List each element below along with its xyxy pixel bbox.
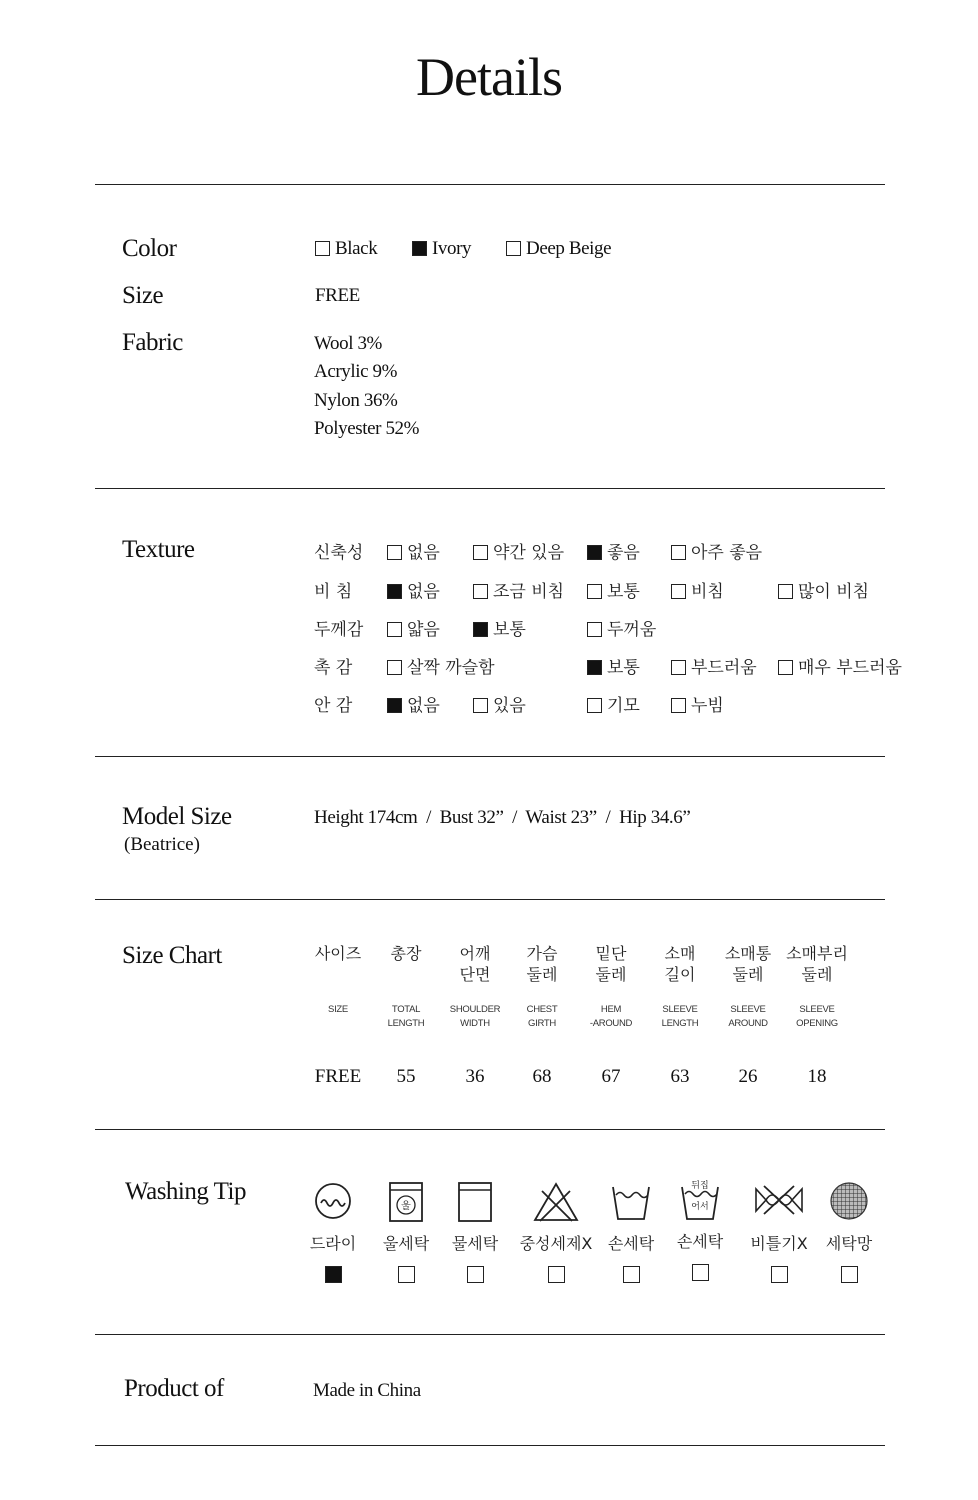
washing-item xyxy=(739,1181,819,1283)
size-label: Size xyxy=(122,282,164,309)
divider xyxy=(95,1334,885,1335)
no-wring-icon xyxy=(739,1181,819,1225)
dry-clean-icon xyxy=(293,1181,373,1225)
texture-option-label: 없음 xyxy=(407,543,440,563)
washing-label: 드라이 xyxy=(309,1234,357,1253)
texture-row-label: 비 침 xyxy=(314,582,353,602)
divider xyxy=(95,1445,885,1446)
size-chart-subheader: SHOULDER WIDTH xyxy=(449,1004,501,1029)
size-chart-header: 총장 xyxy=(390,944,422,963)
checkbox[interactable] xyxy=(548,1266,565,1283)
hand-wash-inside-out-icon xyxy=(660,1179,740,1223)
texture-row-label: 안 감 xyxy=(314,696,353,716)
page-title: Details xyxy=(416,47,562,107)
checkbox[interactable] xyxy=(387,698,402,713)
divider xyxy=(95,1129,885,1130)
checkbox[interactable] xyxy=(387,622,402,637)
texture-option-label: 누빔 xyxy=(691,696,724,716)
texture-row-label: 두께감 xyxy=(314,620,364,640)
texture-option[interactable] xyxy=(387,691,440,716)
size-chart-subheader: CHEST GIRTH xyxy=(526,1004,558,1029)
model-size-label: Model Size xyxy=(122,803,232,830)
size-chart-value: 63 xyxy=(670,1066,690,1087)
texture-option-label: 많이 비침 xyxy=(798,582,870,602)
checkbox[interactable] xyxy=(778,660,793,675)
checkbox[interactable] xyxy=(692,1264,709,1281)
checkbox[interactable] xyxy=(671,698,686,713)
texture-option-label: 살짝 까슬함 xyxy=(407,658,495,678)
texture-option[interactable] xyxy=(587,538,640,563)
washing-item xyxy=(591,1181,671,1283)
size-chart-value: 18 xyxy=(807,1066,827,1087)
texture-option-label: 조금 비침 xyxy=(493,582,565,602)
checkbox[interactable] xyxy=(473,698,488,713)
wool-wash-icon xyxy=(366,1181,446,1225)
checkbox[interactable] xyxy=(587,622,602,637)
size-chart-value: 36 xyxy=(465,1066,485,1087)
texture-option-label: 좋음 xyxy=(607,543,640,563)
divider xyxy=(95,184,885,185)
texture-option-label: 없음 xyxy=(407,696,440,716)
size-chart-value: 55 xyxy=(396,1066,416,1087)
texture-option-label: 기모 xyxy=(607,696,640,716)
no-neutral-detergent-icon xyxy=(516,1181,596,1225)
size-chart-header: 밑단 둘레 xyxy=(595,944,627,984)
texture-option[interactable] xyxy=(473,615,526,640)
texture-row-label: 신축성 xyxy=(314,543,364,563)
texture-option[interactable] xyxy=(587,691,640,716)
divider xyxy=(95,756,885,757)
washing-item xyxy=(660,1179,740,1281)
checkbox[interactable] xyxy=(315,241,330,256)
size-chart-subheader: TOTAL LENGTH xyxy=(387,1004,425,1029)
texture-option[interactable] xyxy=(387,538,440,563)
washing-label: 울세탁 xyxy=(382,1234,430,1253)
size-chart-header: 사이즈 xyxy=(314,944,362,963)
size-chart-value: 68 xyxy=(532,1066,552,1087)
texture-option[interactable] xyxy=(387,653,495,678)
washing-label: 손세탁 xyxy=(607,1234,655,1253)
washing-item xyxy=(435,1181,515,1283)
washing-label: 비틀기X xyxy=(750,1234,808,1253)
checkbox[interactable] xyxy=(473,545,488,560)
texture-option[interactable] xyxy=(587,653,640,678)
color-option[interactable] xyxy=(315,238,377,260)
texture-option[interactable] xyxy=(778,653,902,678)
color-option[interactable] xyxy=(506,238,611,260)
washing-label: 중성세제X xyxy=(519,1234,593,1253)
divider xyxy=(95,899,885,900)
svg-text:울: 울 xyxy=(401,1201,411,1212)
checkbox[interactable] xyxy=(467,1266,484,1283)
texture-option-label: 부드러움 xyxy=(691,658,757,678)
washing-item xyxy=(293,1181,373,1283)
size-chart-subheader: HEM -AROUND xyxy=(589,1004,633,1029)
texture-option-label: 아주 좋음 xyxy=(691,543,763,563)
checkbox[interactable] xyxy=(623,1266,640,1283)
size-value: FREE xyxy=(315,285,360,306)
washing-item xyxy=(366,1181,446,1283)
size-chart-subheader: SLEEVE AROUND xyxy=(728,1004,768,1029)
checkbox[interactable] xyxy=(587,698,602,713)
size-chart-header: 소매부리 둘레 xyxy=(786,944,848,984)
texture-option[interactable] xyxy=(387,577,440,602)
checkbox[interactable] xyxy=(325,1266,342,1283)
checkbox[interactable] xyxy=(771,1266,788,1283)
texture-option[interactable] xyxy=(671,577,724,602)
size-chart-subheader: SLEEVE LENGTH xyxy=(661,1004,699,1029)
texture-option-label: 두꺼움 xyxy=(607,620,657,640)
svg-text:어서: 어서 xyxy=(691,1202,709,1212)
checkbox[interactable] xyxy=(473,584,488,599)
hand-wash-icon xyxy=(591,1181,671,1225)
texture-option-label: 보통 xyxy=(607,658,640,678)
size-chart-header: 가슴 둘레 xyxy=(526,944,558,984)
checkbox[interactable] xyxy=(587,660,602,675)
checkbox[interactable] xyxy=(387,545,402,560)
washing-label: 세탁망 xyxy=(825,1234,873,1253)
color-option[interactable] xyxy=(412,238,471,260)
texture-option[interactable] xyxy=(671,691,724,716)
checkbox[interactable] xyxy=(841,1266,858,1283)
laundry-net-icon xyxy=(809,1181,889,1225)
checkbox[interactable] xyxy=(671,660,686,675)
texture-option[interactable] xyxy=(671,538,762,563)
checkbox[interactable] xyxy=(387,660,402,675)
color-option-label: Ivory xyxy=(432,238,472,259)
fabric-item: Acrylic 9% xyxy=(314,361,398,382)
texture-option-label: 약간 있음 xyxy=(493,543,565,563)
texture-label: Texture xyxy=(122,536,195,563)
fabric-item: Nylon 36% xyxy=(314,390,398,411)
texture-option[interactable] xyxy=(778,577,869,602)
size-chart-value: FREE xyxy=(314,1066,362,1087)
checkbox[interactable] xyxy=(671,545,686,560)
texture-option-label: 보통 xyxy=(607,582,640,602)
texture-option-label: 얇음 xyxy=(407,620,440,640)
texture-option[interactable] xyxy=(671,653,757,678)
svg-text:뒤집: 뒤집 xyxy=(691,1181,709,1191)
water-wash-icon xyxy=(435,1181,515,1225)
color-option-label: Black xyxy=(335,238,378,259)
fabric-item: Polyester 52% xyxy=(314,418,420,439)
texture-option-label: 매우 부드러움 xyxy=(798,658,902,678)
texture-option[interactable] xyxy=(587,577,640,602)
washing-tip-label: Washing Tip xyxy=(125,1178,247,1205)
checkbox[interactable] xyxy=(398,1266,415,1283)
checkbox[interactable] xyxy=(587,545,602,560)
fabric-label: Fabric xyxy=(122,329,183,356)
checkbox[interactable] xyxy=(473,622,488,637)
product-of-label: Product of xyxy=(124,1375,224,1402)
washing-label: 손세탁 xyxy=(676,1232,724,1251)
size-chart-subheader: SIZE xyxy=(328,1004,348,1015)
texture-option[interactable] xyxy=(587,615,656,640)
washing-item xyxy=(516,1181,596,1283)
checkbox[interactable] xyxy=(412,241,427,256)
texture-option-label: 보통 xyxy=(493,620,526,640)
checkbox[interactable] xyxy=(387,584,402,599)
checkbox[interactable] xyxy=(671,584,686,599)
washing-label: 물세탁 xyxy=(451,1234,499,1253)
size-chart-header: 소매 길이 xyxy=(664,944,696,984)
color-label: Color xyxy=(122,235,177,262)
texture-option[interactable] xyxy=(473,691,526,716)
checkbox[interactable] xyxy=(506,241,521,256)
size-chart-label: Size Chart xyxy=(122,942,222,969)
checkbox[interactable] xyxy=(587,584,602,599)
color-option-label: Deep Beige xyxy=(526,238,612,259)
texture-option-label: 비침 xyxy=(691,582,724,602)
washing-item xyxy=(809,1181,889,1283)
product-origin: Made in China xyxy=(313,1380,421,1401)
texture-option-label: 없음 xyxy=(407,582,440,602)
size-chart-value: 67 xyxy=(601,1066,621,1087)
model-measurements: Height 174cm / Bust 32” / Waist 23” / Hip 34.6” xyxy=(314,807,691,828)
texture-row-label: 촉 감 xyxy=(314,658,353,678)
fabric-item: Wool 3% xyxy=(314,333,382,354)
color-options xyxy=(315,238,715,262)
size-chart-header: 어깨 단면 xyxy=(459,944,491,984)
size-chart-subheader: SLEEVE OPENING xyxy=(796,1004,838,1029)
texture-option[interactable] xyxy=(387,615,440,640)
texture-option-label: 있음 xyxy=(493,696,526,716)
model-name: (Beatrice) xyxy=(124,834,200,855)
divider xyxy=(95,488,885,489)
size-chart-header: 소매통 둘레 xyxy=(724,944,772,984)
texture-option[interactable] xyxy=(473,538,564,563)
texture-option[interactable] xyxy=(473,577,564,602)
checkbox[interactable] xyxy=(778,584,793,599)
size-chart-value: 26 xyxy=(738,1066,758,1087)
